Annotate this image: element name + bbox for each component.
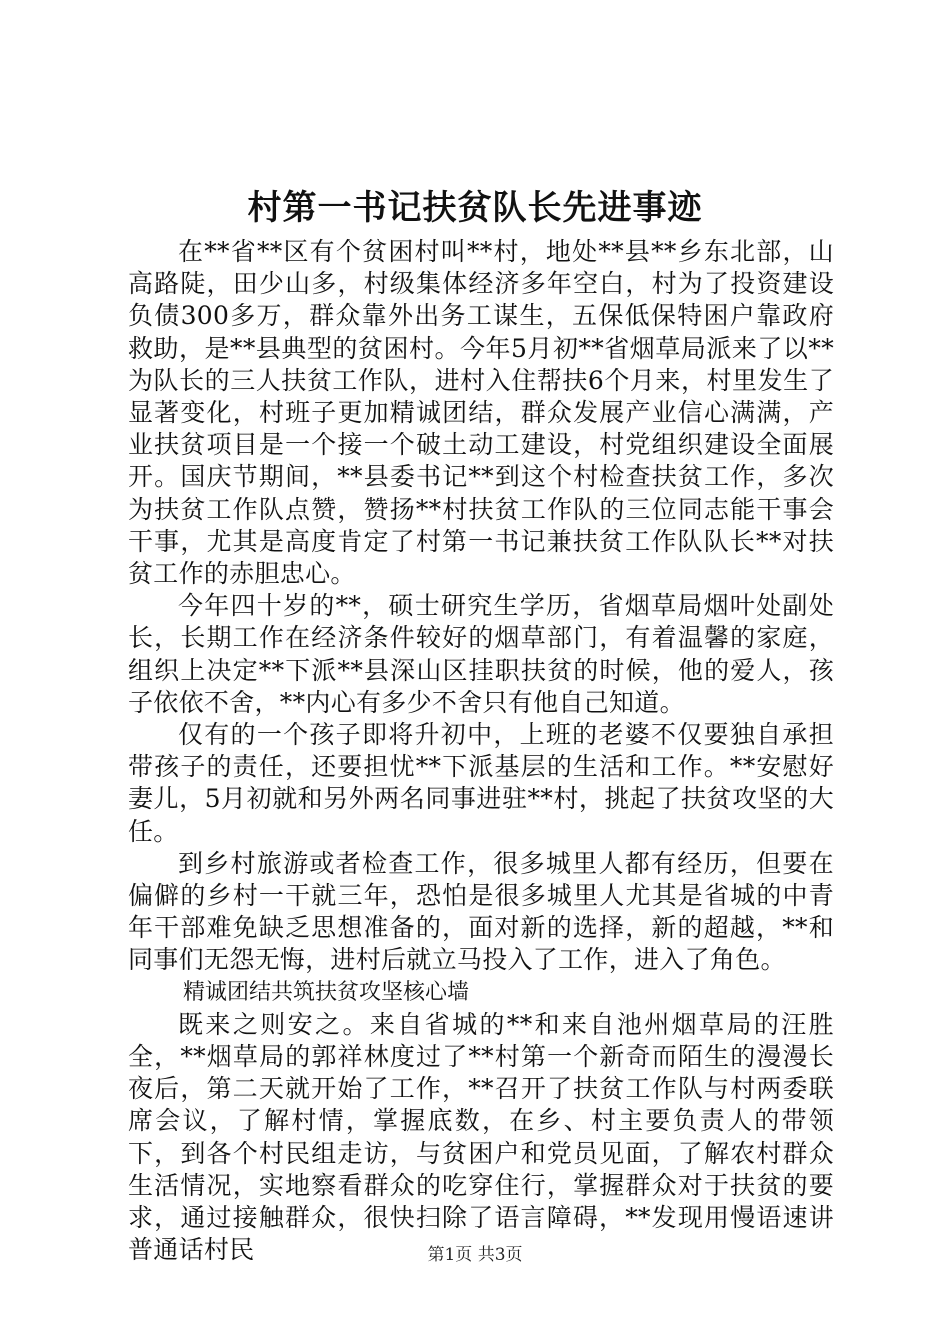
page-number-footer: 第1页 共3页: [427, 1245, 523, 1265]
paragraph-work-start: 既来之则安之。来自省城的**和来自池州烟草局的汪胜全，**烟草局的郭祥林度过了**村第一个新奇而陌生的漫漫长夜后，第二天就开始了工作，**召开了扶贫工作队与村两委联席会议，了解村情，掌握底数，在乡、村主要负责人的带领下，到各个村民组走访，与贫困户和党员见面，了解农村群众生活情况，实地察看群众的吃穿住行，掌握群众对于扶贫的要求，通过接触群众，很快扫除了语言障碍，**发现用慢语速讲普通话村民: [128, 1009, 834, 1265]
paragraph-intro: 在**省**区有个贫困村叫**村，地处**县**乡东北部，山高路陡，田少山多，村级集体经济多年空白，村为了投资建设负债300多万，群众靠外出务工谋生，五保低保特困户靠政府救助，是**县典型的贫困村。今年5月初**省烟草局派来了以**为队长的三人扶贫工作队，进村入住帮扶6个月来，村里发生了显著变化，村班子更加精诚团结，群众发展产业信心满满，产业扶贫项目是一个接一个破土动工建设，村党组织建设全面展开。国庆节期间，**县委书记**到这个村检查扶贫工作，多次为扶贫工作队点赞，赞扬**村扶贫工作队的三位同志能干事会干事，尤其是高度肯定了村第一书记兼扶贫工作队队长**对扶贫工作的赤胆忠心。: [128, 237, 834, 589]
document-title: 村第一书记扶贫队长先进事迹: [247, 188, 703, 228]
paragraph-family: 仅有的一个孩子即将升初中，上班的老婆不仅要独自承担带孩子的责任，还要担忧**下派基层的生活和工作。**安慰好妻儿，5月初就和另外两名同事进驻**村，挑起了扶贫攻坚的大任。: [128, 720, 834, 846]
paragraph-commitment: 到乡村旅游或者检查工作，很多城里人都有经历，但要在偏僻的乡村一干就三年，恐怕是很多城里人尤其是省城的中青年干部难免缺乏思想准备的，面对新的选择，新的超越，**和同事们无怨无悔，进村后就立马投入了工作，进入了角色。: [128, 848, 834, 975]
paragraph-background: 今年四十岁的**，硕士研究生学历，省烟草局烟叶处副处长，长期工作在经济条件较好的烟草部门，有着温馨的家庭，组织上决定**下派**县深山区挂职扶贫的时候，他的爱人，孩子依依不舍，**内心有多少不舍只有他自己知道。: [128, 591, 834, 717]
document-body: [128, 236, 834, 1267]
section-subheading: 精诚团结共筑扶贫攻坚核心墙: [183, 979, 470, 1005]
